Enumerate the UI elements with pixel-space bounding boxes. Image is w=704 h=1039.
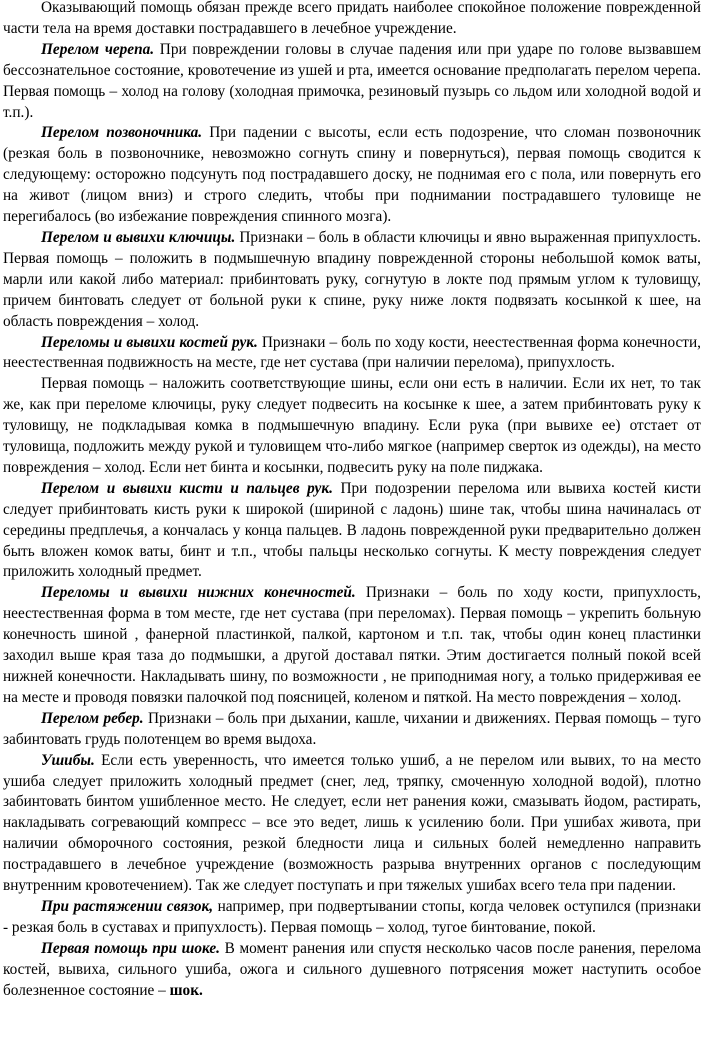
paragraph-text: Признаки – боль при дыхании, кашле, чихании и движениях. Первая помощь – туго забинтовать грудь полотенцем во время выдоха. [3,709,701,748]
paragraph-text: При повреждении головы в случае падения или при ударе по голове вызвавшем бессознательное состояние, кровотечение из ушей и рта, имеется основание предполагать перелом черепа. Первая помощь – холод на голову (холодная примочка, резиновый пузырь со льдом или холодной водой и т.п.). [3,40,702,121]
paragraph-arm-first-aid [3,374,701,479]
paragraph-heading: Перелом позвоночника. [41,124,203,142]
paragraph-text: При подозрении перелома или вывиха костей кисти следует прибинтовать кисть руки к широкой (шириной с ладонь) шине так, чтобы шина начиналась от середины предплечья, а кончалась у конца пальцев. В ладонь поврежденной руки предварительно должен быть вложен комок ваты, бинт и т.п., чтобы пальцы несколько согнуты. К месту повреждения следует приложить холодный предмет. [3,479,701,581]
paragraph-text: например, при подвертывании стопы, когда человек оступился (признаки - резкая боль в суставах и припухлость). Первая помощь – холод, тугое бинтование, покой. [3,897,701,936]
paragraph-hand-fingers [3,479,701,584]
paragraph-text: Если есть уверенность, что имеется только ушиб, а не перелом или вывих, то на место ушиба следует приложить холодный предмет (снег, лед, тряпку, смоченную холодной водой), плотно забинтовать бинтом ушибленное место. Не следует, если нет ранения кожи, смазывать йодом, растирать, накладывать согревающий компресс – все это ведет, лишь к усилению боли. При ушибах живота, при наличии обморочного состояния, резкой бледности лица и сильных болей немедленно направить пострадавшего в лечебное учреждение (возможность разрыва внутренних органов с последующим внутренним кровотечением). Так же следует поступать и при тяжелых ушибах всего тела при падении. [3,751,701,895]
paragraph-bruises [3,751,701,897]
paragraph-shock [3,939,701,1002]
paragraph-text: При падении с высоты, если есть подозрение, что сломан позвоночник (резкая боль в позвоночнике, невозможно согнуть спину и повернуться), первая помощь сводится к следующему: осторожно подсунуть под пострадавшего доску, не поднимая его с пола, или повернуть его на живот (лицом вниз) и строго следить, чтобы при поднимании пострадавшего туловище не перегибалось (во избежание повреждения спинного мозга). [3,124,701,226]
paragraph-text: Признаки – боль в области ключицы и явно выраженная припухлость. Первая помощь – положить в подмышечную впадину поврежденной стороны небольшой комок ваты, марли или какой либо материал: прибинтовать руку, согнутую в локте под прямым углом к туловищу, причем бинтовать следует от больной руки к спине, руку ниже локтя подвязать косынкой к шее, на область повреждения – холод. [3,228,702,330]
paragraph-spine-fracture [3,123,701,228]
paragraph-heading: Переломы и вывихи нижних конечностей. [41,584,356,602]
paragraph-heading: Перелом и вывихи ключицы. [41,228,236,246]
paragraph-heading: Перелом ребер. [41,709,144,727]
paragraph-text: Оказывающий помощь обязан прежде всего придать наиболее спокойное положение поврежденной части тела на время доставки пострадавшего в лечебное учреждение. [3,0,701,37]
paragraph-text: Признаки – боль по ходу кости, припухлость, неестественная форма в том месте, где нет сустава (при переломах). Первая помощь – укрепить больную конечность шиной , фанерной пластинкой, палкой, картоном и т.п. так, чтобы один конец пластинки заходил выше края таза до подмышки, а другой доставал пятки. Этим достигается полный покой всей нижней конечности. Накладывать шину, по возможности , не приподнимая ногу, а только придерживая ее на месте и проводя повязки палочкой под поясницей, коленом и пяткой. На место повреждения – холод. [3,584,701,706]
paragraph-sprains [3,897,701,939]
paragraph-heading: Перелом и вывихи кисти и пальцев рук. [41,479,333,497]
paragraph-intro [3,0,701,40]
paragraph-emphasis: шок. [169,981,203,999]
paragraph-text: Первая помощь – наложить соответствующие шины, если они есть в наличии. Если их нет, то так же, как при переломе ключицы, руку следует подвесить на косынке к шее, а затем прибинтовать руку к туловищу, не подкладывая комка в подмышечную впадину. Если рука (при вывихе ее) отстает от туловища, подложить между рукой и туловищем что-либо мягкое (например сверток из одежды), на место повреждения – холод. Если нет бинта и косынки, подвесить руку на поле пиджака. [3,375,701,476]
paragraph-clavicle [3,228,701,333]
paragraph-heading: Перелом черепа. [41,40,155,58]
paragraph-text: В момент ранения или спустя несколько часов после ранения, перелома костей, вывиха, сильного ушиба, ожога и сильного душевного потрясения может наступить особое болезненное состояние – [3,939,702,999]
paragraph-heading: Переломы и вывихи костей рук. [41,333,258,351]
paragraph-arm-bones [3,333,701,375]
paragraph-skull-fracture [3,40,701,124]
paragraph-lower-limbs [3,583,701,708]
paragraph-heading: При растяжении связок, [41,897,214,915]
paragraph-ribs [3,709,701,751]
paragraph-heading: Первая помощь при шоке. [41,939,220,957]
paragraph-heading: Ушибы. [41,751,95,769]
paragraph-text: Признаки – боль по ходу кости, неестественная форма конечности, неестественная подвижность на месте, где нет сустава (при наличии перелома), припухлость. [3,333,702,372]
